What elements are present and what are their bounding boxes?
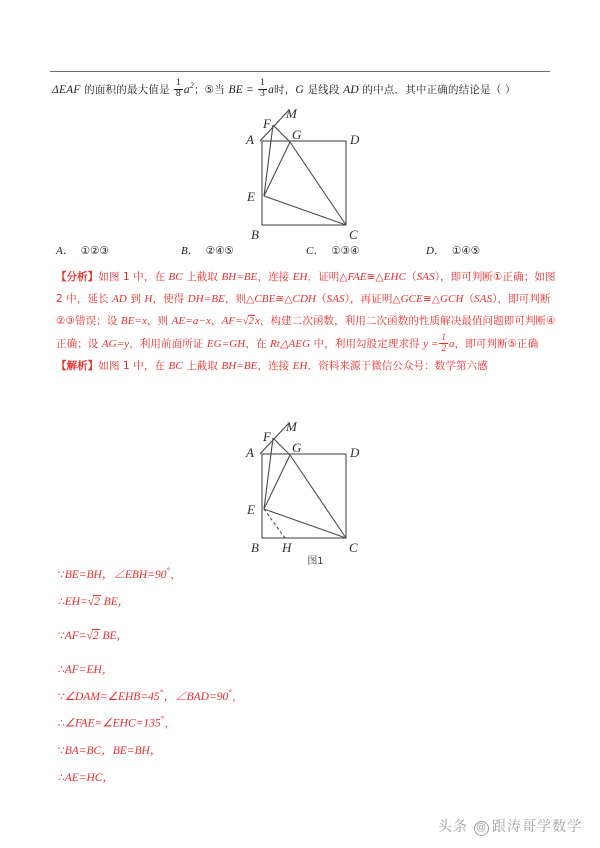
- solution-line-1: [56, 355, 548, 377]
- analysis-l1-cong: ≅: [366, 271, 376, 283]
- option-a-value: ①②③: [80, 245, 109, 257]
- analysis-line-1: 【分析】如图 1 中，在 BC 上截取 BH=BE，连接 EH．证明△FAE≅△EHC（SAS），即可判断①正确；如图: [56, 271, 556, 283]
- solution-a: 如图 1 中，在: [98, 360, 169, 372]
- proof-mark-therefore: ∴: [58, 717, 65, 730]
- vertex-label-m: M: [286, 106, 297, 121]
- analysis-l4-fraction-half: [439, 333, 448, 353]
- stem-variable-a: a: [183, 83, 190, 96]
- stem-segment-be: BE: [228, 83, 243, 96]
- analysis-l4-ag: AG=y: [101, 338, 130, 350]
- radical-sign: √: [86, 630, 93, 642]
- analysis-l4-e: ，即可判断⑤正确: [454, 338, 539, 350]
- analysis-l3-b: ，则: [147, 315, 172, 327]
- watermark-source: 头条: [438, 819, 468, 835]
- analysis-l1-e: （: [406, 271, 417, 283]
- watermark-account: 跟涛哥学数学: [492, 819, 582, 835]
- proof-line-5-tail2: ，: [232, 691, 243, 703]
- vertex-label-a: A: [246, 132, 254, 147]
- solution-bc: BC: [168, 360, 183, 372]
- analysis-tag: 【分析】: [56, 271, 99, 283]
- analysis-l2-d: ，则△: [224, 293, 255, 305]
- segment-fg: [273, 438, 290, 455]
- vertex-label-d: D: [350, 132, 360, 147]
- vertex-label-h: H: [282, 540, 292, 555]
- solution-c: ，连接: [257, 360, 293, 372]
- proof-line-3-text: AF=: [64, 630, 87, 642]
- analysis-line-2: 2 中，延长 AD 到 H，使得 DH=BE，则△CBE≅△CDH（SAS），再证明△GCE≅△GCH（SAS），即可判断: [56, 293, 551, 305]
- vertex-label-g: G: [292, 440, 302, 455]
- figure-top-svg: [238, 106, 388, 246]
- vertex-label-f: F: [263, 116, 271, 131]
- analysis-l1-f: ），即可判断①正确；如图: [434, 271, 556, 283]
- analysis-l2-a: 2 中，延长: [56, 293, 113, 305]
- proof-line-1-tail: ，: [170, 569, 181, 581]
- proof-mark-therefore: ∴: [58, 664, 65, 676]
- fraction-denominator: 8: [175, 88, 181, 99]
- analysis-l1-bc: BC: [168, 271, 183, 283]
- solution-b: 上截取: [182, 360, 222, 372]
- fraction-numerator: 1: [441, 332, 447, 343]
- stem-variable-a2: a: [268, 83, 275, 96]
- proof-line-7: [58, 742, 161, 758]
- analysis-l3-sqrt: [243, 311, 255, 333]
- proof-line-3: [58, 627, 128, 643]
- radicand: 2: [94, 596, 100, 608]
- option-a[interactable]: [56, 242, 109, 258]
- stem-text-mid: ；⑤当: [193, 83, 229, 96]
- analysis-l3-af: AF=: [221, 315, 243, 327]
- proof-lines-block: [58, 566, 458, 786]
- stem-fraction-one-third: [258, 79, 267, 100]
- analysis-l2-t4: GCH: [440, 293, 464, 305]
- figure-bottom-svg: [238, 420, 393, 565]
- analysis-l4-rt: Rt△AEG: [269, 338, 311, 350]
- proof-line-2: [58, 593, 129, 609]
- proof-line-4: [58, 661, 113, 677]
- degree-symbol: °: [166, 566, 171, 576]
- radical-sign: √: [242, 316, 249, 327]
- analysis-line-3: [56, 310, 556, 333]
- analysis-l4-d: 中，利用勾股定理求得: [310, 338, 424, 350]
- solution-bhbe: BH=BE: [221, 360, 258, 372]
- analysis-l2-cong2: ≅: [422, 293, 432, 305]
- segment-gc: [290, 142, 346, 225]
- analysis-l1-c: ，连接: [257, 271, 293, 283]
- proof-line-3-sqrt: [87, 629, 100, 643]
- option-a-label: A．: [56, 245, 74, 257]
- analysis-l2-t2: CDH: [292, 293, 317, 305]
- degree-symbol: °: [160, 715, 165, 724]
- stem-text-1: 的面积的最大值是: [80, 83, 170, 96]
- analysis-l1-t2: EHC: [383, 271, 407, 283]
- stem-fraction-one-eighth: [174, 79, 183, 100]
- analysis-l4-y: y =: [423, 338, 439, 350]
- analysis-l2-b: 到: [126, 293, 145, 305]
- solution-eh: EH: [292, 360, 308, 372]
- analysis-l3-d: ，构建二次函数，利用二次函数的性质解决最值问题即可判断④: [259, 315, 556, 327]
- stem-text-3: 是线段: [303, 83, 344, 96]
- analysis-l2-h: H: [144, 293, 153, 305]
- proof-mark-because: ∵: [58, 745, 65, 757]
- analysis-l2-cong: ≅: [275, 293, 285, 305]
- proof-line-2-after: BE，: [100, 596, 130, 608]
- radicand: 2: [248, 316, 254, 327]
- proof-line-6: [58, 715, 175, 731]
- question-stem: [52, 76, 552, 101]
- square-abcd: [262, 454, 346, 538]
- figure-top-geometry: [238, 106, 388, 246]
- square-abcd: [262, 141, 346, 225]
- analysis-l3-x: x: [254, 315, 260, 327]
- stem-exponent-2: 2: [189, 81, 194, 90]
- analysis-l2-t1: CBE: [254, 293, 276, 305]
- proof-line-8: [58, 769, 114, 785]
- analysis-l2-ad: AD: [112, 293, 127, 305]
- proof-line-7-text: BA=BC，BE=BH，: [64, 745, 162, 757]
- analysis-l1-d: ．证明△: [307, 271, 348, 283]
- option-d-label: D．: [426, 245, 445, 257]
- stem-point-g: G: [295, 83, 304, 96]
- segment-gc: [290, 455, 346, 538]
- fraction-numerator: 1: [260, 77, 266, 88]
- vertex-label-m: M: [286, 420, 297, 434]
- figure-bottom-geometry: [238, 420, 393, 565]
- vertex-label-c: C: [349, 227, 358, 242]
- option-c[interactable]: [306, 242, 360, 258]
- vertex-label-e: E: [247, 189, 255, 204]
- radical-sign: √: [87, 596, 95, 608]
- stem-triangle-labels: EAF: [58, 83, 81, 96]
- analysis-l1-t1: FAE: [347, 271, 367, 283]
- analysis-l3-a: ②③错误；设: [56, 315, 121, 327]
- analysis-line-4: [56, 333, 548, 355]
- fraction-denominator: 2: [441, 342, 447, 353]
- proof-line-6-tail: ，: [164, 717, 176, 730]
- proof-line-6-text: ∠FAE=∠EHC=135: [64, 717, 161, 730]
- figure-bottom-caption: 图1: [307, 556, 324, 567]
- stem-delta: Δ: [52, 83, 59, 96]
- option-d-value: ①④⑤: [451, 245, 481, 257]
- analysis-l3-bex: BE=x: [120, 315, 148, 327]
- at-symbol-icon: @: [474, 821, 489, 836]
- stem-segment-ad: AD: [343, 83, 359, 96]
- analysis-l2-dhbe: DH=BE: [187, 293, 225, 305]
- vertex-label-a: A: [246, 445, 254, 460]
- fraction-denominator: 3: [260, 88, 266, 99]
- stem-text-2: 时，: [274, 83, 296, 96]
- proof-line-5-text: ∠DAM=∠EHB=45: [64, 691, 160, 703]
- option-b[interactable]: [181, 242, 234, 258]
- proof-line-3-after: BE，: [99, 630, 128, 642]
- proof-line-5: [58, 688, 243, 704]
- analysis-l2-sas: SAS: [326, 293, 345, 305]
- proof-line-4-text: AF=EH，: [64, 664, 114, 676]
- proof-mark-because: ∵: [58, 630, 65, 642]
- analysis-l2-c: ，使得: [152, 293, 188, 305]
- segment-eh-dashed: [264, 509, 285, 538]
- analysis-l2-h2: ），即可判断: [492, 293, 551, 305]
- proof-line-2-sqrt: [88, 595, 101, 609]
- segment-fg: [273, 125, 290, 142]
- vertex-label-d: D: [350, 445, 360, 460]
- degree-symbol-2: °: [228, 688, 233, 698]
- analysis-l4-eggh: EG=GH: [206, 338, 246, 350]
- proof-line-5-tail: ，∠BAD=90: [163, 691, 229, 703]
- proof-mark-because: ∵: [58, 569, 65, 581]
- proof-line-1: [58, 566, 181, 582]
- option-c-value: ①③④: [331, 245, 360, 257]
- stem-equals: =: [242, 83, 258, 96]
- analysis-l4-b: ，利用前面所证: [129, 338, 207, 350]
- analysis-l3-ae: AE=a−x: [171, 315, 211, 327]
- proof-mark-therefore: ∴: [58, 596, 65, 608]
- analysis-l1-b: 上截取: [182, 271, 222, 283]
- vertex-label-c: C: [349, 540, 358, 555]
- option-b-label: B．: [181, 245, 199, 257]
- vertex-label-f: F: [263, 429, 271, 444]
- vertex-label-g: G: [292, 127, 302, 142]
- watermark: [438, 816, 582, 836]
- analysis-l4-c: ，在: [245, 338, 270, 350]
- analysis-l1-bhbe: BH=BE: [221, 271, 258, 283]
- stem-text-4: 的中点．其中正确的结论是（ ）: [358, 83, 516, 96]
- vertex-label-b: B: [251, 227, 259, 242]
- analysis-l2-sas2: SAS: [474, 293, 493, 305]
- option-b-value: ②④⑤: [205, 245, 234, 257]
- option-d[interactable]: [426, 242, 480, 258]
- segment-ec: [264, 196, 346, 225]
- analysis-l1-sas: SAS: [416, 271, 435, 283]
- proof-line-1-text: BE=BH，∠EBH=90: [64, 569, 167, 581]
- option-c-label: C．: [306, 245, 325, 257]
- analysis-l4-fa: a: [449, 338, 455, 350]
- analysis-block: [56, 266, 556, 377]
- analysis-l2-f: ），再证明△: [344, 293, 401, 305]
- analysis-l2-e: （: [316, 293, 327, 305]
- analysis-l4-a: 正确；设: [56, 338, 102, 350]
- proof-line-2-text: EH=: [64, 596, 88, 608]
- analysis-l2-t3: GCE: [400, 293, 423, 305]
- analysis-l1-a: 如图 1 中，在: [98, 271, 169, 283]
- proof-mark-therefore: ∴: [58, 772, 65, 784]
- analysis-l2-g: （: [463, 293, 475, 305]
- proof-line-8-text: AE=HC，: [64, 772, 114, 784]
- solution-d: ．资料来源于微信公众号：数学第六感: [307, 360, 488, 372]
- header-divider-rule: [50, 71, 550, 72]
- proof-mark-because: ∵: [58, 691, 65, 703]
- analysis-l3-c: ，: [210, 315, 222, 327]
- solution-tag: 【解析】: [56, 360, 99, 372]
- segment-ec: [264, 509, 346, 538]
- analysis-l1-eh: EH: [292, 271, 308, 283]
- degree-symbol: °: [159, 688, 164, 698]
- radicand: 2: [92, 630, 99, 642]
- vertex-label-e: E: [247, 502, 255, 517]
- fraction-numerator: 1: [175, 77, 181, 88]
- vertex-label-b: B: [251, 540, 259, 555]
